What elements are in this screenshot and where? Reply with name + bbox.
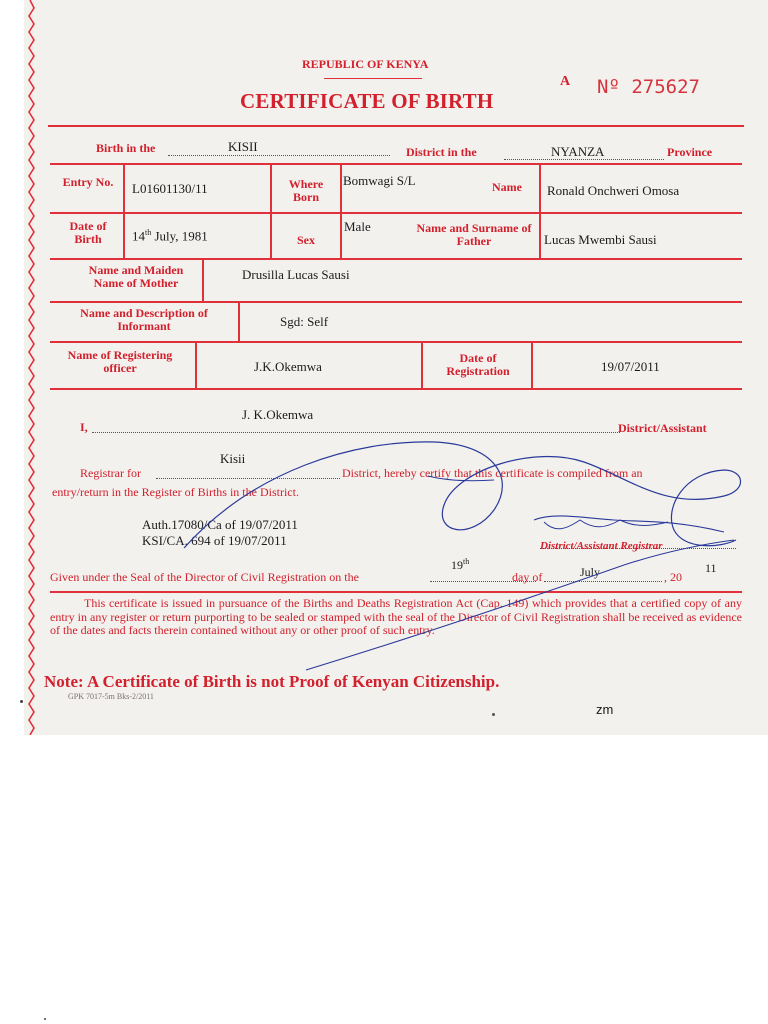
divider: [195, 343, 197, 388]
divider: [202, 260, 204, 302]
where-born-value: Bomwagi S/L: [343, 173, 416, 188]
sex-label: Sex: [297, 233, 315, 247]
name-label: Name: [492, 180, 522, 194]
registrar-name-line: [92, 432, 620, 433]
divider: [123, 214, 125, 258]
rule-row5: [50, 341, 742, 343]
legal-paragraph: This certificate is issued in pursuance of the Births and Deaths Registration Act (Cap. 149) which provides that a certified copy of any entry in any register or return purporting to be sealed or stamped with the seal of the Director of Civil Registration shall be received as evidence of the dates and facts therein contained without any or other proof of such entry.: [50, 596, 742, 637]
serial-number: Nº 275627: [597, 76, 700, 98]
birth-in-label: Birth in the: [96, 141, 156, 155]
informant-label: Name and Description of Informant: [80, 306, 208, 333]
certify-text: District, hereby certify that this certificate is compiled from an: [342, 466, 643, 480]
header-underline: [324, 78, 422, 79]
day-value: 19th: [451, 557, 470, 572]
officer-label: Name of Registering officer: [67, 348, 173, 375]
mother-label: Name and Maiden Name of Mother: [88, 263, 184, 290]
divider: [238, 303, 240, 341]
province-label: Province: [667, 145, 713, 159]
perforated-edge: [24, 0, 40, 735]
officer-value: J.K.Okemwa: [254, 359, 322, 374]
auth-line-2: KSI/CA. 694 of 19/07/2011: [142, 533, 287, 548]
district-assistant: District/Assistant: [618, 421, 707, 435]
divider: [123, 165, 125, 213]
mother-value: Drusilla Lucas Sausi: [242, 267, 350, 282]
sex-value: Male: [344, 219, 371, 234]
year-suffix: 11: [705, 561, 717, 575]
rule-row1: [50, 163, 742, 165]
dob-label: Date of Birth: [69, 219, 107, 246]
signature-caption: District/Assistant Registrar: [540, 540, 663, 552]
divider: [531, 343, 533, 388]
reg-date-value: 19/07/2011: [601, 359, 660, 374]
scan-speck: [44, 1018, 46, 1020]
dob-value: 14th July, 1981: [132, 228, 208, 244]
district-label: District in the: [406, 145, 477, 159]
reg-date-label: Date of Registration: [446, 351, 510, 378]
rule-footer-top: [50, 591, 742, 593]
birth-in-value: KISII: [228, 139, 258, 154]
where-born-label: Where Born: [288, 177, 324, 204]
republic-heading: REPUBLIC OF KENYA: [302, 57, 429, 71]
birth-in-line: [168, 155, 390, 156]
citizenship-note: Note: A Certificate of Birth is not Proof of Kenyan Citizenship.: [44, 672, 500, 691]
rule-top: [48, 125, 744, 127]
certificate-sheet: [24, 0, 768, 735]
entry-return-text: entry/return in the Register of Births in the District.: [52, 485, 299, 499]
month-line: [544, 581, 662, 582]
year-prefix: , 20: [664, 570, 682, 584]
rule-row2: [50, 212, 742, 214]
rule-row6: [50, 388, 742, 390]
printer-code: GPK 7017-5m Bks-2/2011: [68, 692, 154, 701]
clerk-initials: zm: [596, 702, 614, 717]
rule-row4: [50, 301, 742, 303]
day-of-label: day of: [512, 570, 543, 584]
registrar-district: Kisii: [220, 451, 246, 466]
father-label: Name and Surname of Father: [416, 221, 532, 248]
scan-speck: [20, 700, 23, 703]
rule-row3: [50, 258, 742, 260]
registrar-district-line: [156, 478, 340, 479]
informant-value: Sgd: Self: [280, 314, 329, 329]
name-value: Ronald Onchweri Omosa: [547, 183, 680, 198]
registrar-for-label: Registrar for: [80, 466, 141, 480]
serial-letter: A: [560, 74, 571, 89]
certificate-title: CERTIFICATE OF BIRTH: [240, 89, 494, 113]
entry-no-value: L01601130/11: [132, 181, 208, 196]
given-under-text: Given under the Seal of the Director of Civil Registration on the: [50, 570, 359, 584]
province-value: NYANZA: [551, 144, 605, 159]
father-value: Lucas Mwembi Sausi: [544, 232, 657, 247]
scan-speck: [492, 713, 495, 716]
auth-line-1: Auth.17080/Ca of 19/07/2011: [142, 517, 298, 532]
divider: [421, 343, 423, 388]
registrar-name: J. K.Okemwa: [242, 407, 314, 422]
entry-no-label: Entry No.: [62, 175, 114, 189]
month-value: July: [580, 565, 601, 579]
i-label: I,: [80, 420, 88, 434]
